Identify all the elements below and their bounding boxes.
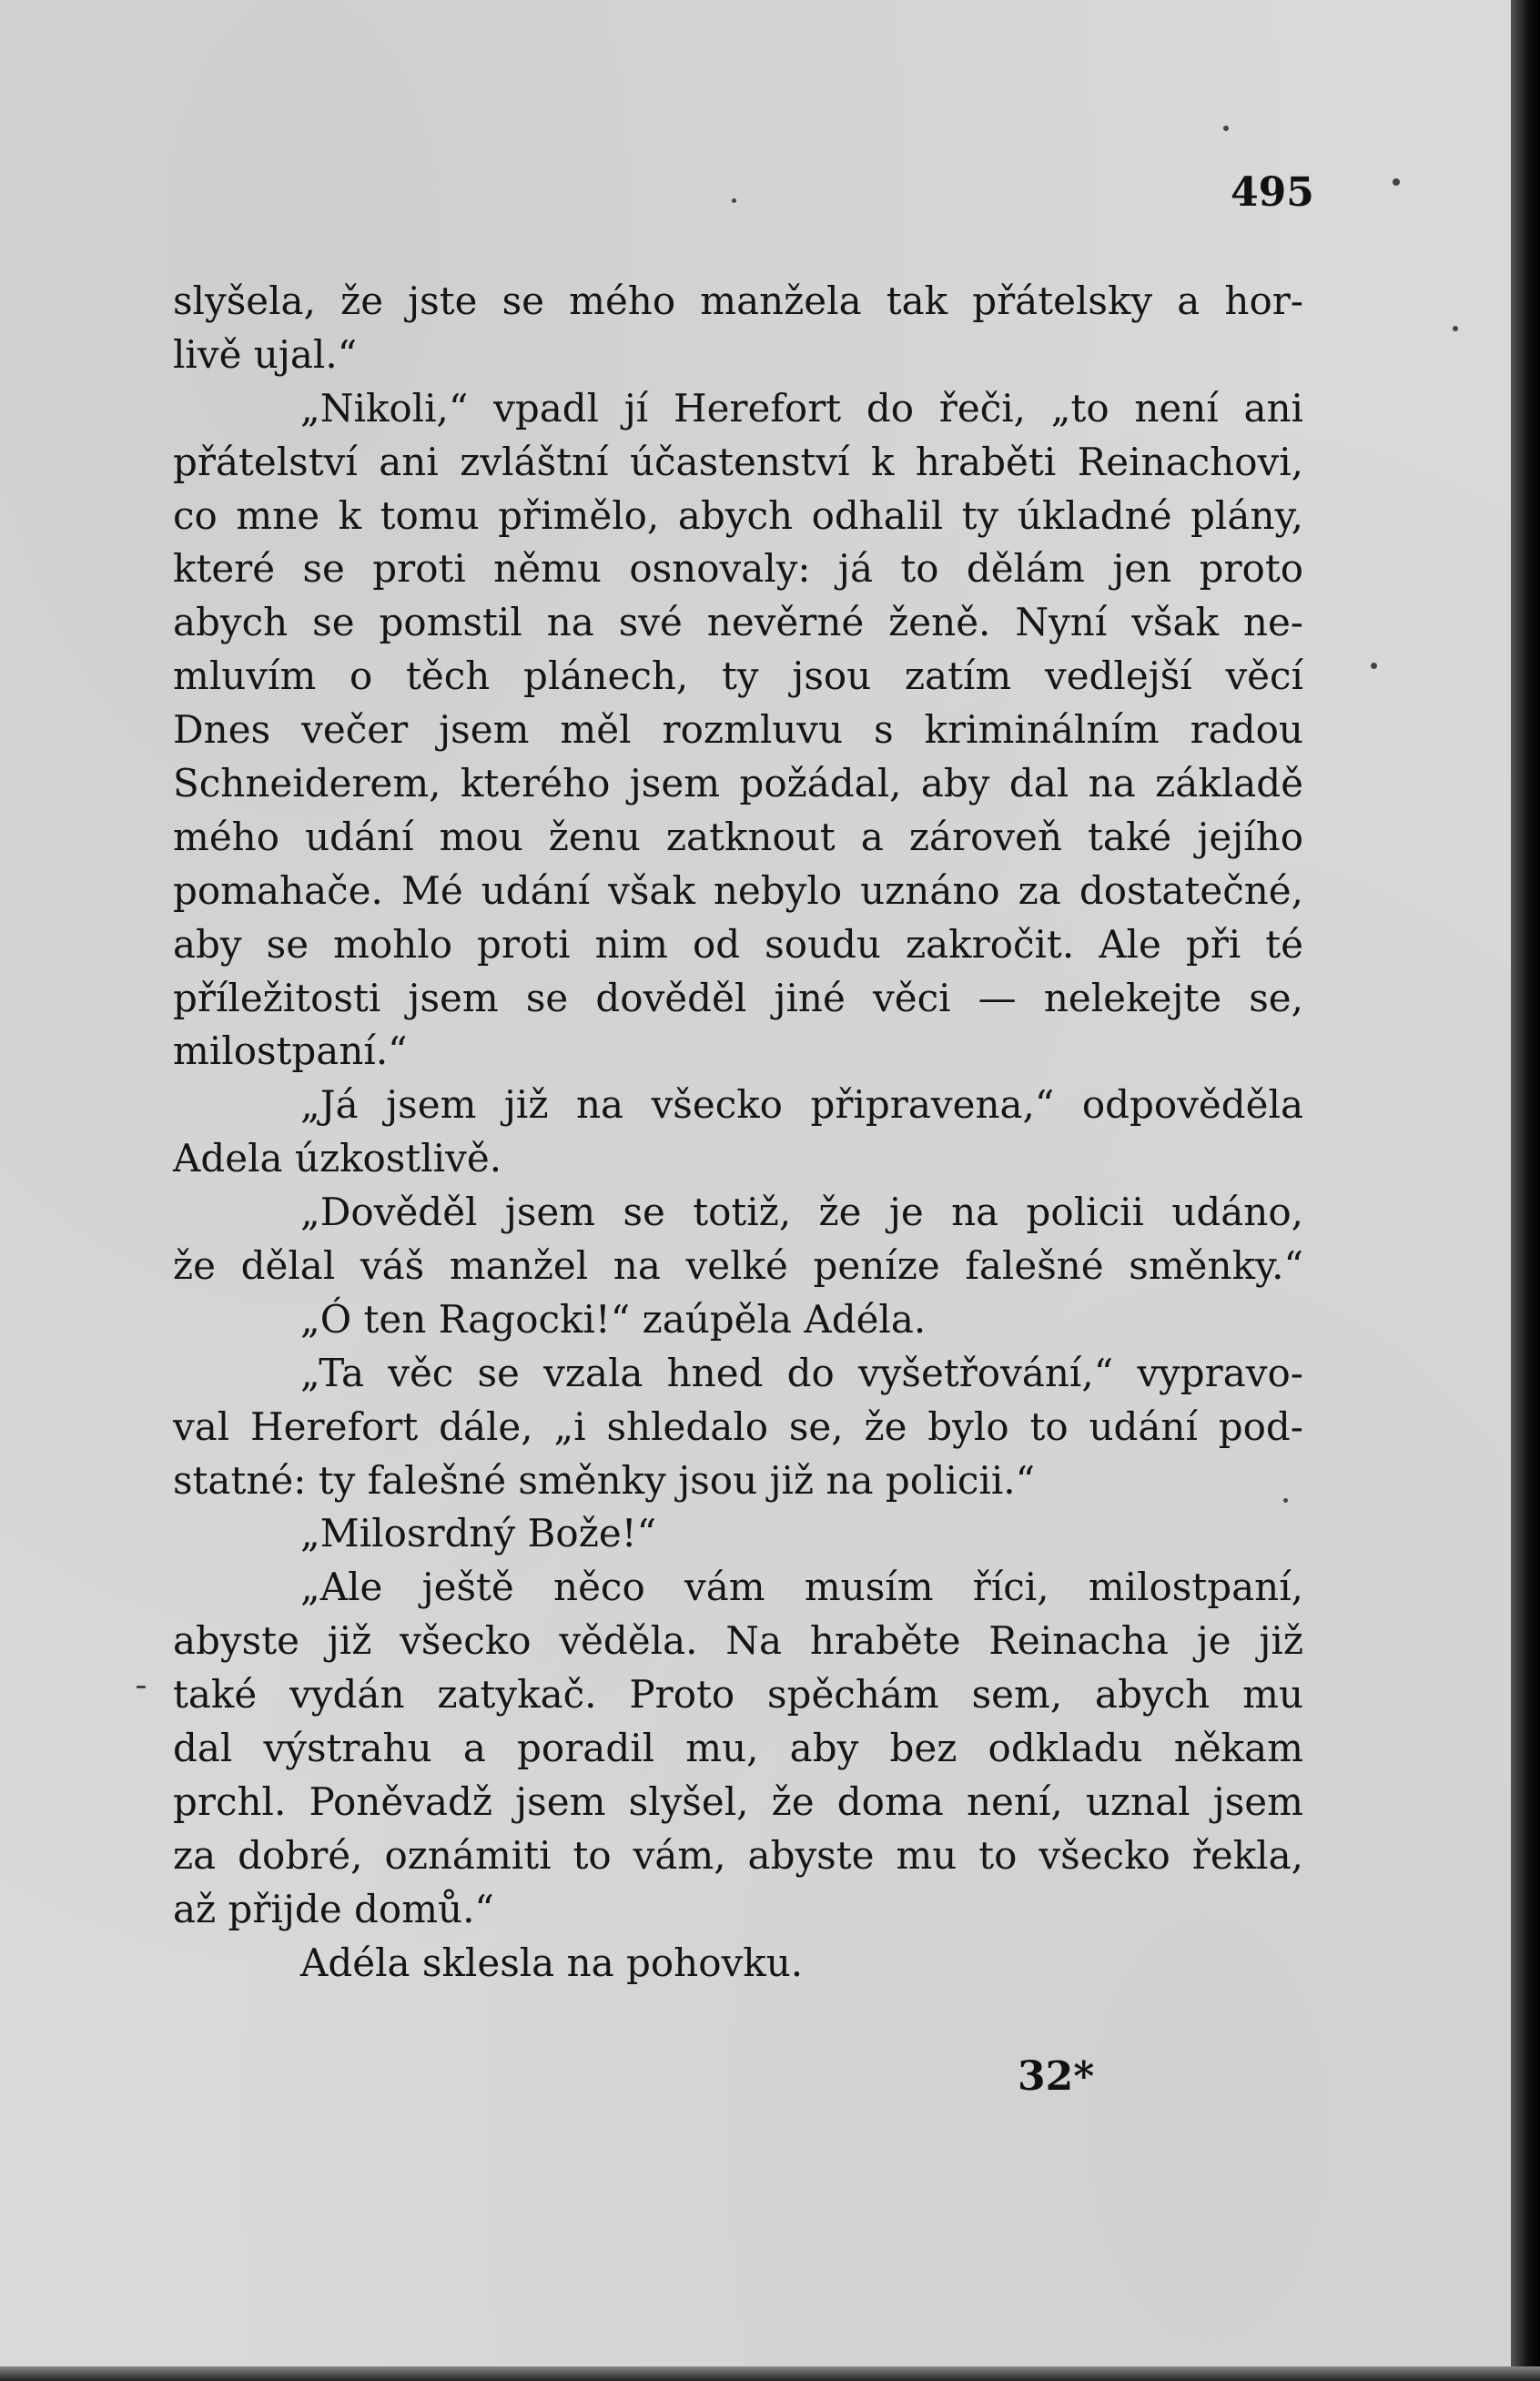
text-line: mluvím o těch plánech, ty jsou zatím vedlejší věcí bbox=[173, 654, 1303, 699]
text-line: také vydán zatykač. Proto spěchám sem, abych mu bbox=[173, 1672, 1303, 1717]
text-line: „Já jsem již na všecko připravena,“ odpověděla bbox=[300, 1082, 1303, 1128]
scan-speck bbox=[1371, 663, 1377, 669]
text-line: abyste již všecko věděla. Na hraběte Reinacha je již bbox=[173, 1618, 1303, 1664]
text-line: „Nikoli,“ vpadl jí Herefort do řeči, „to není ani bbox=[300, 385, 1303, 431]
scan-bottom-edge bbox=[0, 2366, 1540, 2381]
scan-speck bbox=[732, 198, 736, 203]
text-line: „Ó ten Ragocki!“ zaúpěla Adéla. bbox=[300, 1296, 927, 1342]
text-line: které se proti němu osnovaly: já to dělám jen proto bbox=[173, 546, 1303, 592]
scan-speck bbox=[137, 1686, 146, 1688]
text-line: dal výstrahu a poradil mu, aby bez odkladu někam bbox=[173, 1726, 1303, 1771]
text-line: prchl. Poněvadž jsem slyšel, že doma není, uznal jsem bbox=[173, 1778, 1303, 1824]
text-line: Adéla sklesla na pohovku. bbox=[300, 1940, 804, 1985]
text-line: „Milosrdný Bože!“ bbox=[300, 1511, 657, 1556]
scan-speck bbox=[1393, 178, 1400, 186]
text-line: abych se pomstil na své nevěrné ženě. Nyní však ne- bbox=[173, 600, 1303, 645]
text-line: Dnes večer jsem měl rozmluvu s kriminálním radou bbox=[173, 707, 1303, 753]
text-line: „Ta věc se vzala hned do vyšetřování,“ vypravo- bbox=[300, 1350, 1303, 1395]
scan-speck bbox=[1453, 326, 1458, 331]
page-number: 495 bbox=[1231, 169, 1314, 216]
scan-speck bbox=[1223, 126, 1229, 131]
text-line: co mne k tomu přimělo, abych odhalil ty úkladné plány, bbox=[173, 492, 1303, 538]
text-line: slyšela, že jste se mého manžela tak přátelsky a hor- bbox=[173, 279, 1303, 323]
text-line: livě ujal.“ bbox=[173, 331, 358, 377]
text-line: až přijde domů.“ bbox=[173, 1886, 494, 1931]
text-line: že dělal váš manžel na velké peníze falešné směnky.“ bbox=[173, 1243, 1303, 1289]
text-line: „Ale ještě něco vám musím říci, milostpaní, bbox=[300, 1565, 1303, 1610]
text-line: Schneiderem, kterého jsem požádal, aby dal na základě bbox=[173, 761, 1303, 806]
text-line: za dobré, oznámiti to vám, abyste mu to všecko řekla, bbox=[173, 1832, 1303, 1878]
signature-mark: 32* bbox=[1018, 2053, 1095, 2100]
text-line: příležitosti jsem se dověděl jiné věci — nelekejte se, bbox=[173, 975, 1303, 1020]
text-line: aby se mohlo proti nim od soudu zakročit. Ale při té bbox=[173, 921, 1303, 967]
body-text bbox=[173, 275, 1303, 1991]
text-line: „Dověděl jsem se totiž, že je na policii udáno, bbox=[300, 1190, 1303, 1235]
scan-speck bbox=[1283, 1498, 1288, 1503]
text-line: val Herefort dále, „i shledalo se, že bylo to udání pod- bbox=[173, 1403, 1303, 1449]
text-line: mého udání mou ženu zatknout a zároveň také jejího bbox=[173, 814, 1303, 859]
text-line: statné: ty falešné směnky jsou již na policii.“ bbox=[173, 1457, 1036, 1503]
text-line: přátelství ani zvláštní účastenství k hraběti Reinachovi, bbox=[173, 439, 1303, 484]
text-line: milostpaní.“ bbox=[173, 1028, 408, 1074]
text-line: Adela úzkostlivě. bbox=[173, 1136, 502, 1181]
scan-right-edge bbox=[1511, 0, 1540, 2381]
text-line: pomahače. Mé udání však nebylo uznáno za dostatečné, bbox=[173, 867, 1303, 913]
